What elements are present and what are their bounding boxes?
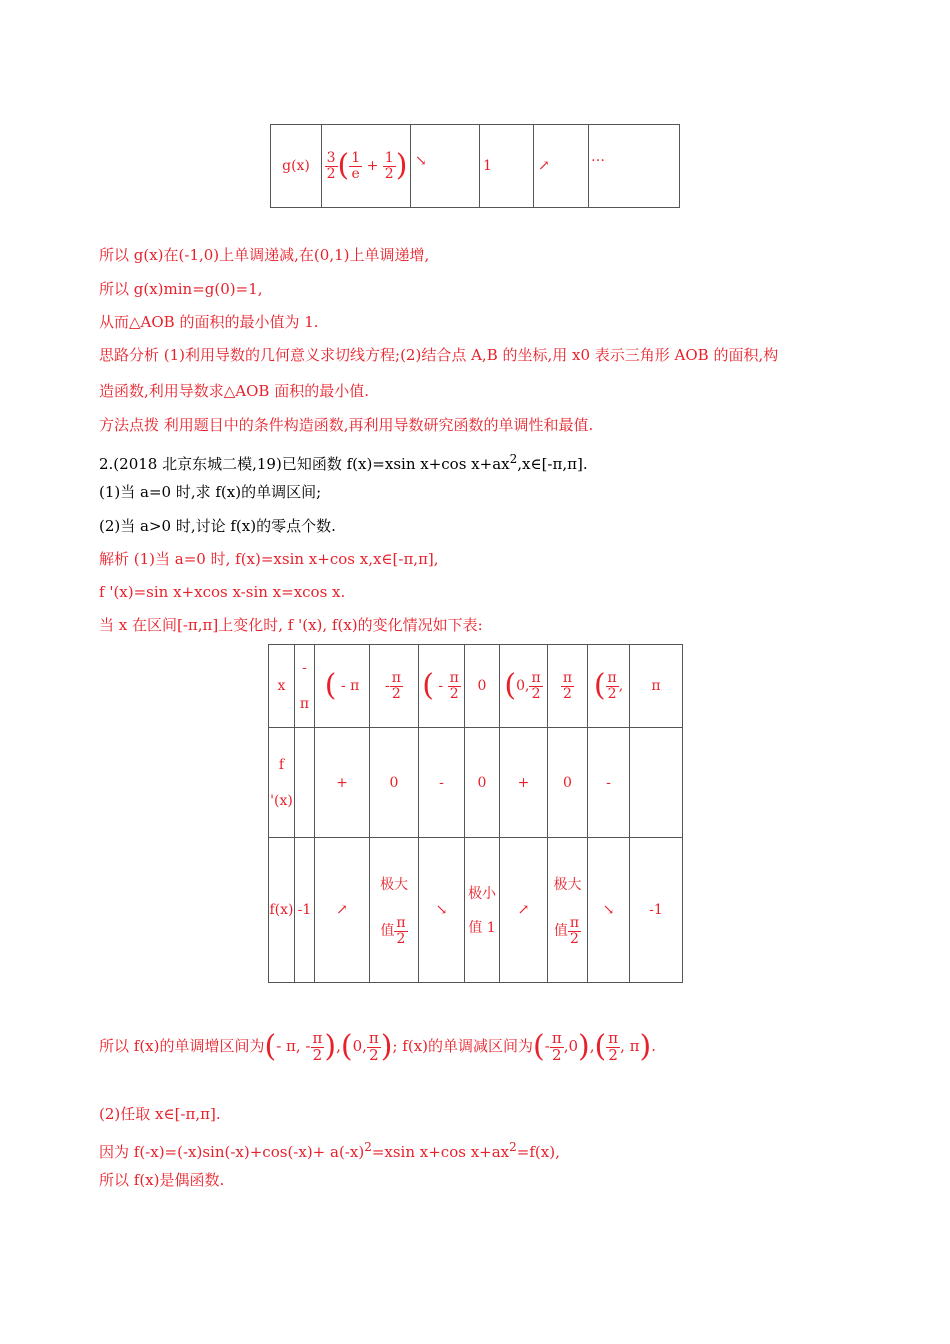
text-line: 方法点拨 利用题目中的条件构造函数,再利用导数研究函数的单调性和最值. — [99, 416, 594, 434]
increasing-arrow-icon: ↗ — [500, 838, 548, 983]
left-paren: ( — [324, 668, 337, 703]
x-col-8 — [588, 645, 630, 728]
text-line: 所以 f(x)是偶函数. — [99, 1171, 225, 1189]
left-paren: ( — [264, 1029, 277, 1064]
den: 2 — [449, 685, 459, 702]
label: 极大 — [553, 876, 582, 893]
label: 值 1 — [468, 920, 496, 936]
den: 2 — [312, 1045, 323, 1064]
x-header: x — [269, 645, 295, 728]
x-col-4 — [419, 645, 465, 728]
superscript: 2 — [509, 452, 518, 466]
den: 2 — [384, 165, 394, 182]
num: π — [391, 669, 401, 686]
left-paren: ( — [594, 1029, 607, 1064]
text-part: 所以 f(x)的单调增区间为 — [99, 1037, 265, 1055]
right-paren: ) — [578, 1029, 590, 1064]
text-part: - π, - — [276, 1037, 311, 1055]
derivative-cell: - — [419, 728, 465, 838]
x-col-3 — [370, 645, 419, 728]
decreasing-arrow-icon: ↘ — [411, 125, 480, 208]
derivative-cell: + — [500, 728, 548, 838]
right-paren: ) — [395, 148, 408, 183]
superscript: 2 — [364, 1140, 372, 1154]
label: 极小 — [468, 886, 496, 902]
right-paren: ) — [380, 1029, 393, 1064]
pi: π — [350, 678, 360, 694]
left-paren: ( — [593, 668, 606, 703]
text-part: =f(x), — [516, 1143, 560, 1161]
den: 2 — [396, 930, 406, 947]
derivative-cell: + — [315, 728, 370, 838]
plus-sign: + — [366, 158, 379, 174]
derivative-cell: 0 — [370, 728, 419, 838]
comma: , — [336, 1037, 341, 1055]
minus-sign: - — [302, 660, 307, 676]
decreasing-arrow-icon: ↘ — [588, 838, 630, 983]
right-paren: ) — [639, 1029, 652, 1064]
text-line: 当 x 在区间[-π,π]上变化时, f '(x), f(x)的变化情况如下表: — [99, 616, 483, 634]
derivative-cell: 0 — [465, 728, 500, 838]
comma: , — [589, 1037, 595, 1055]
derivative-cell — [630, 728, 683, 838]
text-line — [99, 1137, 560, 1162]
variation-table — [268, 644, 683, 983]
den: 2 — [570, 930, 579, 947]
left-paren: ( — [337, 148, 350, 183]
text-line: 从而△AOB 的面积的最小值为 1. — [99, 313, 319, 331]
function-cell: -1 — [630, 838, 683, 983]
interval-line — [99, 1024, 656, 1084]
label: 极大 — [380, 876, 408, 893]
num: π — [449, 669, 459, 686]
minus-sign: - — [340, 678, 346, 694]
left-paren: ( — [533, 1029, 545, 1064]
num: π — [396, 914, 406, 931]
g-min-value: 1 — [480, 125, 534, 208]
num: 1 — [384, 149, 394, 166]
local-min-cell — [465, 838, 500, 983]
g-label: g(x) — [271, 125, 322, 208]
x-col-2 — [315, 645, 370, 728]
function-row — [269, 838, 683, 983]
text-line: 造函数,利用导数求△AOB 面积的最小值. — [99, 382, 369, 400]
increasing-arrow-icon: ↗ — [315, 838, 370, 983]
minus-sign: - — [438, 678, 444, 694]
right-paren: ) — [324, 1029, 337, 1064]
derivative-cell: 0 — [548, 728, 588, 838]
den: 2 — [391, 685, 401, 702]
den: 2 — [551, 1045, 562, 1064]
local-max-cell — [548, 838, 588, 983]
text-line: 解析 (1)当 a=0 时, f(x)=xsin x+cos x,x∈[-π,π], — [99, 550, 439, 568]
decreasing-arrow-icon: ↘ — [419, 838, 465, 983]
num: 3 — [326, 149, 336, 166]
label: 值 — [380, 923, 395, 939]
den: 2 — [326, 165, 336, 182]
text-part: , π — [620, 1037, 640, 1055]
superscript: 2 — [509, 1140, 517, 1154]
num: π — [562, 669, 573, 686]
den: e — [351, 165, 360, 182]
x-col-5: 0 — [465, 645, 500, 728]
comma: , — [618, 678, 624, 694]
text-line: 思路分析 (1)利用导数的几何意义求切线方程;(2)结合点 A,B 的坐标,用 x0 表示三角形 AOB 的面积,构 — [99, 346, 779, 364]
header-row — [269, 645, 683, 728]
label: 值 — [553, 923, 568, 939]
function-label: f(x) — [269, 838, 295, 983]
den: 2 — [608, 1045, 618, 1064]
x-col-9: π — [630, 645, 683, 728]
pi: π — [299, 696, 310, 712]
text-part: ; f(x)的单调减区间为 — [392, 1037, 534, 1055]
text-part: - — [544, 1037, 550, 1055]
derivative-cell — [295, 728, 315, 838]
den: 2 — [607, 685, 617, 702]
text-line: (2)任取 x∈[-π,π]. — [99, 1105, 221, 1123]
function-cell: -1 — [295, 838, 315, 983]
num: π — [607, 669, 617, 686]
g-table — [270, 124, 680, 208]
text-line: (2)当 a>0 时,讨论 f(x)的零点个数. — [99, 517, 336, 535]
local-max-cell — [370, 838, 419, 983]
g-value-cell — [322, 125, 411, 208]
text-part: 2.(2018 北京东城二模,19)已知函数 f(x)=xsin x+cos x+ax — [99, 455, 510, 473]
zero: 0, — [516, 678, 530, 694]
den: 2 — [531, 685, 541, 702]
x-col-1 — [295, 645, 315, 728]
num: π — [531, 669, 541, 686]
num: π — [569, 914, 580, 931]
x-col-7 — [548, 645, 588, 728]
text-line: 所以 g(x)min=g(0)=1, — [99, 280, 263, 298]
g-cell-last: … — [589, 125, 680, 208]
text-line: 所以 g(x)在(-1,0)上单调递减,在(0,1)上单调递增, — [99, 246, 430, 264]
num: π — [608, 1028, 619, 1047]
derivative-label: f '(x) — [269, 728, 295, 838]
num: 1 — [351, 149, 361, 166]
left-paren: ( — [504, 668, 517, 703]
x-col-6 — [500, 645, 548, 728]
left-paren: ( — [422, 668, 434, 703]
num: π — [312, 1028, 323, 1047]
num: π — [551, 1028, 562, 1047]
period: . — [651, 1037, 656, 1055]
left-paren: ( — [340, 1029, 353, 1064]
problem-statement — [99, 449, 588, 474]
den: 2 — [563, 685, 572, 702]
text-part: 因为 f(-x)=(-x)sin(-x)+cos(-x)+ a(-x) — [99, 1143, 365, 1161]
text-line: f '(x)=sin x+xcos x-sin x=xcos x. — [99, 583, 346, 601]
text-line: (1)当 a=0 时,求 f(x)的单调区间; — [99, 483, 322, 501]
text-part: =xsin x+cos x+ax — [371, 1143, 510, 1161]
den: 2 — [369, 1045, 379, 1064]
num: π — [368, 1028, 379, 1047]
increasing-arrow-icon: ↗ — [534, 125, 589, 208]
text-part: 0, — [352, 1037, 367, 1055]
minus-sign: - — [385, 678, 390, 694]
text-part: ,0 — [563, 1037, 578, 1055]
derivative-row — [269, 728, 683, 838]
text-part: ,x∈[-π,π]. — [517, 455, 588, 473]
derivative-cell: - — [588, 728, 630, 838]
